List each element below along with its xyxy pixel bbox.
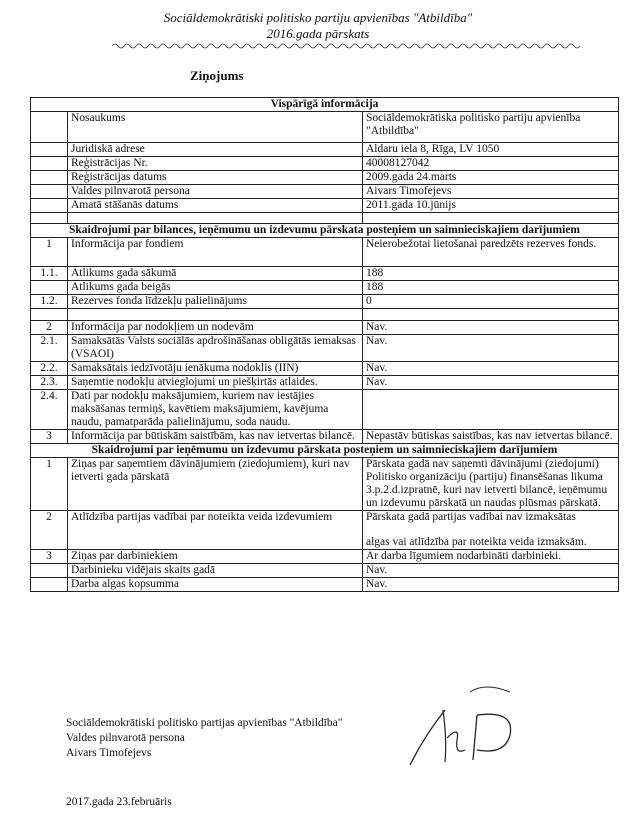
- row-label: Reģistrācijas datums: [68, 171, 363, 185]
- row-label: Valdes pilnvarotā persona: [68, 185, 363, 199]
- table-row: [31, 321, 619, 335]
- row-label: Ziņas par darbiniekiem: [68, 550, 363, 564]
- row-number: 1.1.: [31, 267, 68, 281]
- row-value: 2009.gada 24.marts: [363, 171, 619, 185]
- row-label: Atlikums gada beigās: [68, 281, 363, 295]
- row-value: Nav.: [363, 376, 619, 390]
- row-label: Atlīdzība partijas vadībai par noteikta veida izdevumiem: [68, 511, 363, 550]
- row-label: Darbinieku vidējais skaits gadā: [68, 564, 363, 578]
- row-value: 40008127042: [363, 157, 619, 171]
- row-number: [31, 578, 68, 592]
- row-value: Nepastāv būtiskas saistības, kas nav ietvertas bilancē.: [363, 430, 619, 444]
- row-label: Nosaukums: [68, 112, 363, 143]
- row-number: [31, 564, 68, 578]
- row-value: Nav.: [363, 578, 619, 592]
- report-table: [30, 97, 619, 592]
- row-label: Samaksātais iedzīvotāju ienākuma nodoklis (IIN): [68, 362, 363, 376]
- row-value: 188: [363, 281, 619, 295]
- row-label: Dati par nodokļu maksājumiem, kuriem nav iestājies maksāšanas termiņš, kavētiem maksājumiem, kavējuma naudu, pamatparāda palielinājumu, soda naudu.: [68, 390, 363, 430]
- row-value: [363, 390, 619, 430]
- row-label: Darba algas kopsumma: [68, 578, 363, 592]
- table-row: [31, 362, 619, 376]
- row-label: Juridiskā adrese: [68, 143, 363, 157]
- table-row: [31, 171, 619, 185]
- footer-person: Aivars Timofejevs: [66, 747, 152, 759]
- row-number: [31, 281, 68, 295]
- row-value: Nav.: [363, 321, 619, 335]
- row-value: Neierobežotai lietošanai paredzēts rezerves fonds.: [363, 238, 619, 267]
- balance-heading: Skaidrojumi par bilances, ieņēmumu un izdevumu pārskata posteņiem un saimnieciskajiem darījumiem: [31, 224, 619, 238]
- table-row: [31, 143, 619, 157]
- general-heading: Vispārīgā informācija: [31, 98, 619, 112]
- table-row: [31, 157, 619, 171]
- row-value: Sociāldemokrātiska politisko partiju apvienība "Atbildība": [363, 112, 619, 143]
- footer-role: Valdes pilnvarotā persona: [66, 732, 185, 744]
- row-number: 3: [31, 550, 68, 564]
- table-row: [31, 376, 619, 390]
- row-value: Aivars Timofejevs: [363, 185, 619, 199]
- section-heading-row: [31, 98, 619, 112]
- table-row: [31, 390, 619, 430]
- wavy-divider: [112, 42, 580, 50]
- table-row: [31, 281, 619, 295]
- table-row: [31, 511, 619, 550]
- row-value: Nav.: [363, 362, 619, 376]
- row-value-line: Pārskata gadā partijas vadībai nav izmaksātas: [366, 511, 576, 523]
- row-value: 188: [363, 267, 619, 281]
- footer-org-name: Sociāldemokrātiski politisko partijas apvienības "Atbildība": [66, 717, 343, 729]
- table-row: [31, 238, 619, 267]
- row-label: Ziņas par saņemtiem dāvinājumiem (ziedojumiem), kuri nav ietverti gada pārskatā: [68, 458, 363, 511]
- row-label: Samaksātās Valsts sociālās apdrošināšanas obligātās iemaksas (VSAOI): [68, 335, 363, 362]
- section-heading-row: [31, 444, 619, 458]
- report-year: 2016.gada pārskats: [266, 26, 370, 41]
- table-row: [31, 185, 619, 199]
- row-number: 2.1.: [31, 335, 68, 362]
- table-row: [31, 458, 619, 511]
- table-row: [31, 564, 619, 578]
- row-label: Saņemtie nodokļu atvieglojumi un piešķirtās atlaides.: [68, 376, 363, 390]
- footer-date: 2017.gada 23.februāris: [66, 796, 172, 808]
- row-value: Ar darba līgumiem nodarbināti darbinieki.: [363, 550, 619, 564]
- row-number: 1: [31, 238, 68, 267]
- table-row: [31, 267, 619, 281]
- row-number: 1.2.: [31, 295, 68, 309]
- row-value: Pārskata gadā nav saņemti dāvinājumi (ziedojumi) Politisko organizāciju (partiju) finansēšanas likuma 3.p.2.d.izpratnē, kuri nav ietverti bilancē, ieņēmumu un izdevumu pārskatā un naudas plūsmas pārskatā.: [363, 458, 619, 511]
- row-number: 3: [31, 430, 68, 444]
- row-value: Nav.: [363, 335, 619, 362]
- row-value-line: algas vai atlīdzība par noteikta veida izmaksām.: [366, 536, 587, 548]
- row-label: Reģistrācijas Nr.: [68, 157, 363, 171]
- row-label: Rezerves fonda līdzekļu palielinājums: [68, 295, 363, 309]
- row-value: Aldaru iela 8, Rīga, LV 1050: [363, 143, 619, 157]
- page-title: Ziņojums: [190, 68, 244, 83]
- income-heading: Skaidrojumi par ieņēmumu un izdevumu pārskata posteņiem un saimnieciskajiem darījumiem: [31, 444, 619, 458]
- table-row: [31, 112, 619, 143]
- row-number: 2.2.: [31, 362, 68, 376]
- row-number: 2.3.: [31, 376, 68, 390]
- table-row: [31, 295, 619, 309]
- row-number: 2: [31, 321, 68, 335]
- row-label: Informācija par būtiskām saistībām, kas nav ietvertas bilancē.: [68, 430, 363, 444]
- row-number: 1: [31, 458, 68, 511]
- table-row: [31, 199, 619, 213]
- row-value: [363, 511, 619, 550]
- table-row: [31, 335, 619, 362]
- section-heading-row: [31, 224, 619, 238]
- row-label: Informācija par fondiem: [68, 238, 363, 267]
- row-number: 2.4.: [31, 390, 68, 430]
- row-label: Informācija par nodokļiem un nodevām: [68, 321, 363, 335]
- table-row: [31, 578, 619, 592]
- table-row: [31, 430, 619, 444]
- table-row: [31, 213, 619, 224]
- row-value: 2011.gada 10.jūnijs: [363, 199, 619, 213]
- row-label: Amatā stāšanās datums: [68, 199, 363, 213]
- report-org-name: Sociāldemokrātiski politisko partiju apvienības "Atbildība": [163, 10, 473, 25]
- row-value: 0: [363, 295, 619, 309]
- row-number: 2: [31, 511, 68, 550]
- signature-image: [385, 680, 535, 770]
- table-row: [31, 550, 619, 564]
- row-value: Nav.: [363, 564, 619, 578]
- row-label: Atlikums gada sākumā: [68, 267, 363, 281]
- table-row: [31, 309, 619, 321]
